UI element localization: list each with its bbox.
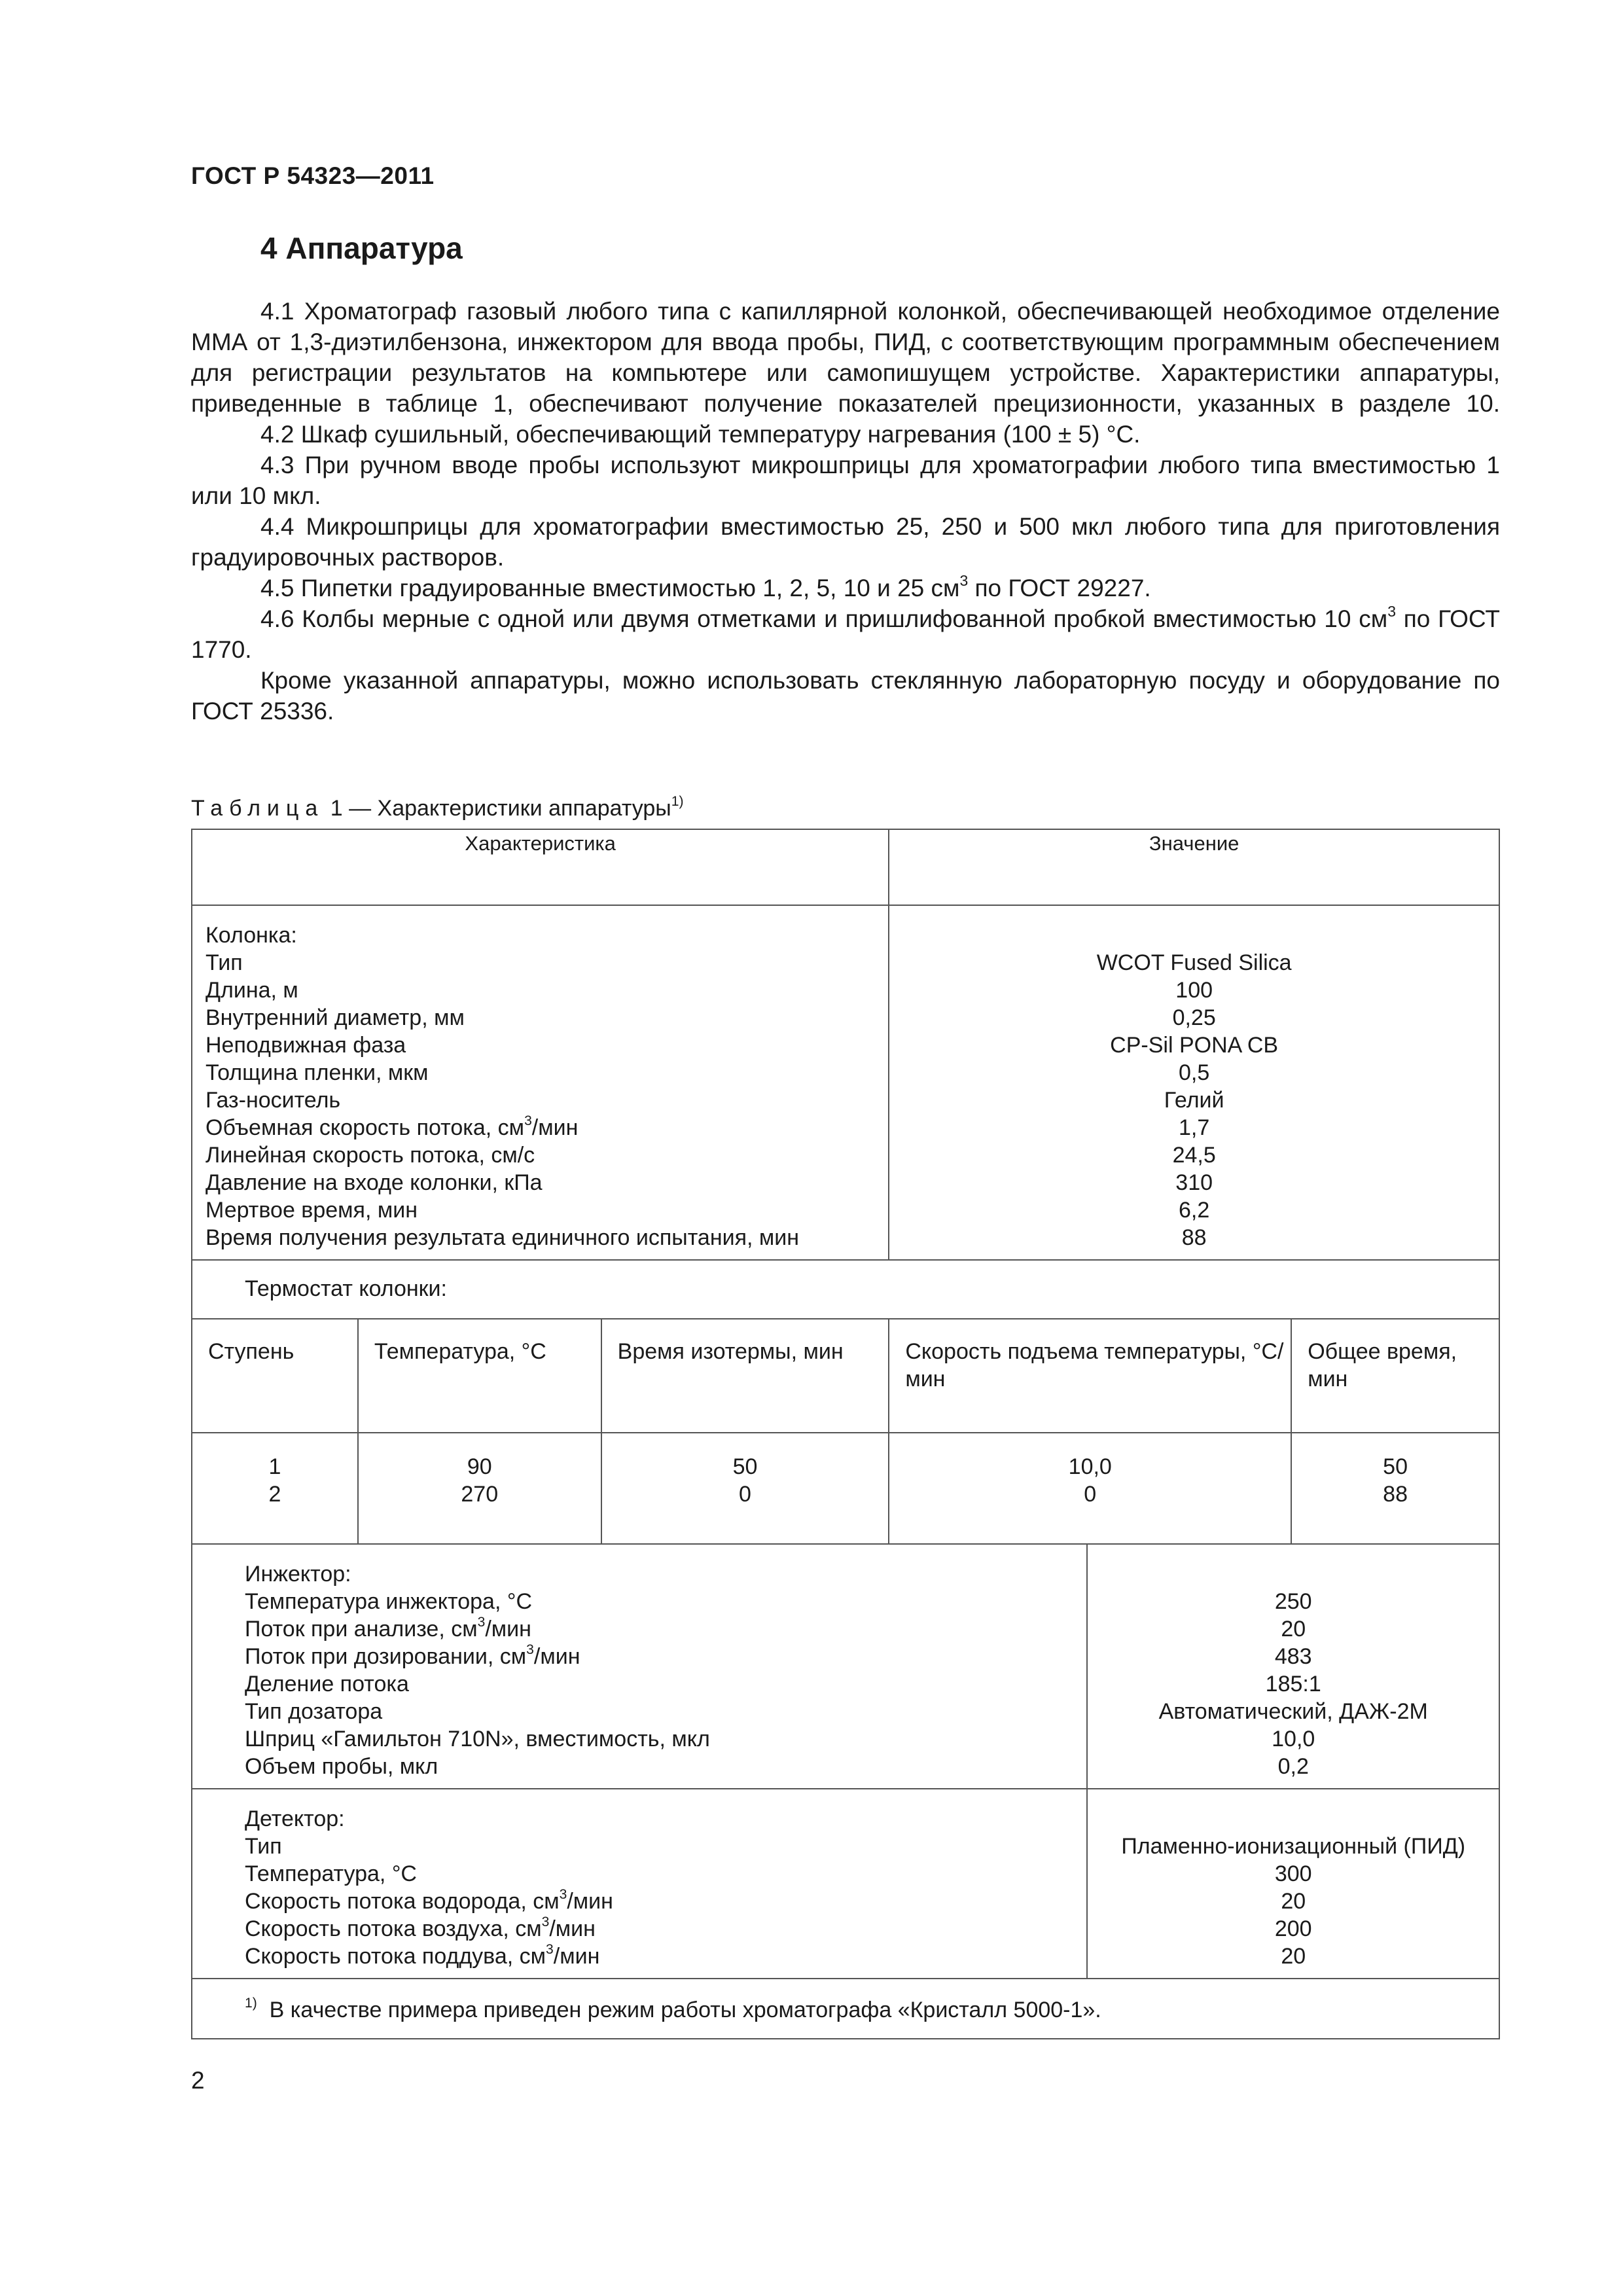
superscript: 3 xyxy=(959,571,969,589)
row-value: 24,5 xyxy=(1172,1143,1216,1168)
table-caption-word: Таблица xyxy=(191,796,325,821)
row-label: Температура инжектора, °С xyxy=(245,1589,533,1614)
row-label: Длина, м xyxy=(205,978,298,1003)
row-value: 200 xyxy=(1274,1916,1312,1941)
row-value: 6,2 xyxy=(1179,1198,1210,1223)
injector-labels xyxy=(192,1544,1087,1789)
row-value: 1,7 xyxy=(1179,1115,1210,1140)
paragraph-4-6 xyxy=(191,603,1500,665)
paragraph-4-1: 4.1 Хроматограф газовый любого типа с капиллярной колонкой, обеспечивающей необходимое отделение ММА от 1,3-диэтилбензона, инжектором для ввода пробы, ПИД, с соответствующим программным обеспечением для регистрации результатов на компьютере или самопишущем устройстве. Характеристики аппаратуры, приведенные в таблице 1, обеспечивают получение показателей прецизионности, указанных в разделе 10. xyxy=(191,298,1500,417)
detector-section-row xyxy=(192,1789,1499,1979)
footnote-text: В качестве примера приведен режим работы хроматографа «Кристалл 5000-1». xyxy=(269,1998,1101,2022)
paragraph-4-5-text-end: по ГОСТ 29227. xyxy=(968,575,1151,601)
row-value: CP-Sil PONA CB xyxy=(1110,1033,1279,1058)
row-label xyxy=(245,1615,1086,1643)
row-label-text: Скорость потока воздуха, см xyxy=(245,1916,542,1941)
table-cell-value: 0 xyxy=(739,1482,751,1507)
row-label-unit: /мин xyxy=(549,1916,596,1941)
injector-title: Инжектор: xyxy=(245,1562,351,1587)
row-label-text: Скорость потока поддува, см xyxy=(245,1944,546,1969)
paragraph-4-3: 4.3 При ручном вводе пробы используют микрошприцы для хроматографии любого типа вместимостью 1 или 10 мкл. xyxy=(191,452,1500,509)
row-value: Пламенно-ионизационный (ПИД) xyxy=(1121,1834,1466,1859)
section-title: 4 Аппаратура xyxy=(260,231,463,265)
column-section-row xyxy=(192,905,1499,1260)
section-body xyxy=(191,296,1500,726)
paragraph-4-6-text: 4.6 Колбы мерные с одной или двумя отметками и пришлифованной пробкой вместимостью 10 см xyxy=(260,605,1388,632)
row-label: Шприц «Гамильтон 710N», вместимость, мкл xyxy=(245,1727,710,1751)
row-label: Внутренний диаметр, мм xyxy=(205,1005,465,1030)
injector-section-row xyxy=(192,1544,1499,1789)
paragraph-4-2: 4.2 Шкаф сушильный, обеспечивающий температуру нагревания (100 ± 5) °С. xyxy=(260,421,1141,448)
row-label: Тип xyxy=(205,950,243,975)
row-label-unit: /мин xyxy=(485,1617,531,1641)
footnote-row xyxy=(192,1979,1499,2039)
column-title: Колонка: xyxy=(205,923,297,948)
column-values xyxy=(889,905,1499,1260)
row-label: Температура, °С xyxy=(245,1861,417,1886)
paragraph-4-6-text-end: по ГОСТ 1770. xyxy=(191,605,1500,663)
row-value: 0,25 xyxy=(1172,1005,1216,1030)
paragraph-4-5 xyxy=(191,573,1500,603)
row-value: 20 xyxy=(1281,1617,1306,1641)
thermostat-header-cell: Общее время, мин xyxy=(1291,1319,1499,1433)
row-value: 483 xyxy=(1274,1644,1312,1669)
thermostat-header-cell: Время изотермы, мин xyxy=(601,1319,889,1433)
paragraph-4-5-text: 4.5 Пипетки градуированные вместимостью 1, 2, 5, 10 и 25 см xyxy=(260,575,960,601)
table-cell-value: 10,0 xyxy=(1068,1454,1112,1479)
row-label: Мертвое время, мин xyxy=(205,1198,418,1223)
row-label xyxy=(245,1643,1086,1670)
row-label xyxy=(245,1943,1086,1970)
thermostat-header-cell: Скорость подъема температуры, °С/мин xyxy=(889,1319,1291,1433)
row-value: 250 xyxy=(1274,1589,1312,1614)
thermostat-header-cell: Температура, °С xyxy=(358,1319,601,1433)
document-header: ГОСТ Р 54323—2011 xyxy=(191,162,435,189)
thermostat-cell xyxy=(1291,1433,1499,1544)
table-caption-footnote-mark: 1) xyxy=(671,794,684,810)
row-label: Тип xyxy=(245,1834,282,1859)
row-label: Линейная скорость потока, см/с xyxy=(205,1143,535,1168)
thermostat-cell xyxy=(889,1433,1291,1544)
row-value: 0,5 xyxy=(1179,1060,1210,1085)
table-caption xyxy=(191,796,683,821)
paragraph-4-4: 4.4 Микрошприцы для хроматографии вместимостью 25, 250 и 500 мкл любого типа для приготовления градуировочных растворов. xyxy=(191,513,1500,571)
characteristics-table xyxy=(191,829,1500,2039)
table-cell-value: 270 xyxy=(461,1482,499,1507)
detector-title: Детектор: xyxy=(245,1806,345,1831)
table-cell-value: 50 xyxy=(732,1454,758,1479)
table-cell-value: 50 xyxy=(1383,1454,1408,1479)
table-cell-value: 1 xyxy=(268,1454,281,1479)
row-value: 88 xyxy=(1181,1225,1207,1250)
row-label: Газ-носитель xyxy=(205,1088,341,1113)
row-value: Автоматический, ДАЖ-2М xyxy=(1158,1699,1428,1724)
thermostat-header-cell: Ступень xyxy=(192,1319,358,1433)
header-characteristic: Характеристика xyxy=(192,829,889,905)
superscript: 3 xyxy=(477,1615,486,1630)
row-value: Гелий xyxy=(1164,1088,1224,1113)
page-number: 2 xyxy=(191,2067,205,2094)
row-label-text: Скорость потока водорода, см xyxy=(245,1889,560,1914)
superscript: 3 xyxy=(541,1914,550,1930)
row-label-unit: /мин xyxy=(567,1889,613,1914)
row-label xyxy=(245,1915,1086,1943)
thermostat-cell xyxy=(192,1433,358,1544)
detector-values xyxy=(1087,1789,1499,1979)
superscript: 3 xyxy=(1387,602,1396,620)
row-label: Деление потока xyxy=(245,1672,409,1696)
row-value: 100 xyxy=(1175,978,1213,1003)
row-value: WCOT Fused Silica xyxy=(1096,950,1292,975)
table-header-row xyxy=(192,829,1499,905)
row-label-unit: /мин xyxy=(533,1644,580,1669)
table-cell-value: 88 xyxy=(1383,1482,1408,1507)
table-cell-value: 0 xyxy=(1084,1482,1097,1507)
row-value: 20 xyxy=(1281,1944,1306,1969)
row-label: Объем пробы, мкл xyxy=(245,1754,438,1779)
table-cell-value: 90 xyxy=(467,1454,492,1479)
superscript: 3 xyxy=(559,1887,567,1903)
row-label-text: Поток при анализе, см xyxy=(245,1617,478,1641)
thermostat-cell xyxy=(601,1433,889,1544)
detector-labels xyxy=(192,1789,1087,1979)
footnote-mark: 1) xyxy=(245,1996,257,2011)
superscript: 3 xyxy=(546,1942,554,1958)
superscript: 3 xyxy=(524,1113,532,1129)
row-label-unit: /мин xyxy=(531,1115,579,1140)
table-cell-value: 2 xyxy=(268,1482,281,1507)
row-label xyxy=(245,1888,1086,1915)
row-value: 10,0 xyxy=(1272,1727,1315,1751)
thermostat-values-row xyxy=(192,1433,1499,1544)
thermostat-title: Термостат колонки: xyxy=(192,1260,1499,1319)
injector-values xyxy=(1087,1544,1499,1789)
row-label: Давление на входе колонки, кПа xyxy=(205,1170,543,1195)
superscript: 3 xyxy=(526,1642,534,1658)
table-caption-text: 1 — Характеристики аппаратуры xyxy=(324,796,671,821)
row-label: Тип дозатора xyxy=(245,1699,383,1724)
row-label-text: Поток при дозировании, см xyxy=(245,1644,527,1669)
column-labels xyxy=(192,905,889,1260)
row-label-text: Объемная скорость потока, см xyxy=(205,1115,525,1140)
thermostat-title-row xyxy=(192,1260,1499,1319)
row-value: 0,2 xyxy=(1277,1754,1309,1779)
thermostat-header-row xyxy=(192,1319,1499,1433)
thermostat-cell xyxy=(358,1433,601,1544)
paragraph-extra: Кроме указанной аппаратуры, можно использовать стеклянную лабораторную посуду и оборудование по ГОСТ 25336. xyxy=(191,667,1500,725)
row-value: 185:1 xyxy=(1265,1672,1321,1696)
row-label: Неподвижная фаза xyxy=(205,1033,406,1058)
header-value: Значение xyxy=(889,829,1499,905)
row-label-unit: /мин xyxy=(553,1944,600,1969)
row-label: Время получения результата единичного испытания, мин xyxy=(205,1225,800,1250)
row-value: 310 xyxy=(1175,1170,1213,1195)
row-label xyxy=(205,1114,888,1141)
row-value: 20 xyxy=(1281,1889,1306,1914)
row-label: Толщина пленки, мкм xyxy=(205,1060,429,1085)
table-footnote xyxy=(192,1979,1499,2039)
row-value: 300 xyxy=(1274,1861,1312,1886)
